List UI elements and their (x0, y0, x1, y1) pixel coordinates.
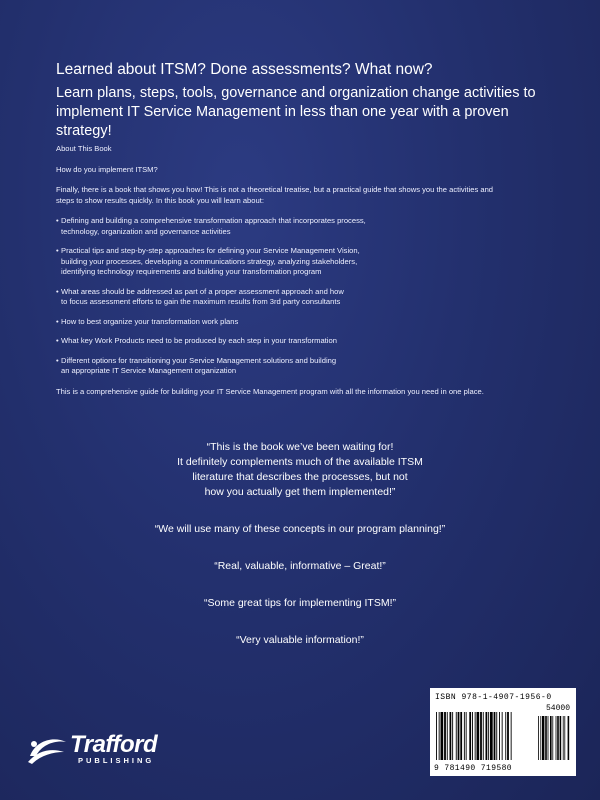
testimonial-quote (100, 633, 500, 648)
list-item (56, 216, 556, 237)
barcode-bar (480, 712, 482, 760)
barcode-bar (475, 712, 476, 760)
barcode-bar (439, 712, 440, 760)
subhead-line: implement IT Service Management in less than one year with a proven strategy! (56, 104, 509, 139)
quote-line: “Very valuable information!” (236, 634, 364, 646)
barcode-bar (444, 712, 446, 760)
list-item-line: an appropriate IT Service Management organization (61, 366, 237, 375)
barcode-bar (466, 712, 467, 760)
testimonial-quote (100, 559, 500, 574)
isbn-text: ISBN 978-1-4907-1956-0 (435, 693, 552, 702)
quote-line: “Real, valuable, informative – Great!” (214, 560, 386, 572)
barcode-bar (556, 716, 557, 760)
barcode-bar (560, 716, 562, 760)
barcode-bar (486, 712, 488, 760)
barcode-bar (507, 712, 509, 760)
intro-paragraph (56, 185, 556, 206)
list-item (56, 317, 556, 328)
list-item (56, 356, 556, 377)
barcode-bar (477, 712, 480, 760)
barcode-bar (557, 716, 559, 760)
barcode-bar (505, 712, 506, 760)
list-item (56, 246, 556, 278)
barcode-bar (490, 712, 493, 760)
barcode-bar (540, 716, 541, 760)
barcode-number: 9 781490 719580 (434, 764, 513, 773)
barcode-bar (450, 712, 452, 760)
testimonial-quote (100, 522, 500, 537)
barcode-bar (472, 712, 473, 760)
barcode-bar (460, 712, 462, 760)
quote-line: “Some great tips for implementing ITSM!” (204, 597, 396, 609)
subhead (56, 84, 556, 141)
barcode-icon (434, 704, 572, 760)
learning-list (56, 216, 556, 377)
barcode-bar (545, 716, 547, 760)
testimonials (100, 440, 500, 670)
subhead-line: Learn plans, steps, tools, governance and organization change activities to (56, 85, 536, 101)
barcode-bar (568, 716, 570, 760)
quote-line: literature that describes the processes, but not (192, 471, 408, 483)
barcode-bar (458, 712, 460, 760)
list-item-line: identifying technology requirements and building your transformation program (61, 267, 322, 276)
barcode-bar (550, 716, 552, 760)
quote-line: It definitely complements much of the available ITSM (177, 456, 423, 468)
testimonial-quote (100, 440, 500, 500)
barcode-bar (494, 712, 496, 760)
barcode-bar (488, 712, 489, 760)
barcode-bar (542, 716, 544, 760)
publisher-logo (26, 730, 196, 770)
testimonial-quote (100, 596, 500, 611)
intro-line: Finally, there is a book that shows you how! This is not a theoretical treatise, but a practical guide that shows you the activities and (56, 185, 494, 194)
publisher-tagline: PUBLISHING (78, 756, 155, 765)
swirl-icon (26, 734, 68, 766)
barcode-bar (502, 712, 503, 760)
barcode-bar (552, 716, 553, 760)
barcode-bar (564, 716, 565, 760)
intro-line: steps to show results quickly. In this book you will learn about: (56, 195, 264, 205)
about-title: About This Book (56, 144, 112, 153)
barcode-bar (452, 712, 453, 760)
publisher-name: Trafford (70, 731, 158, 758)
quote-line: “This is the book we’ve been waiting for! (206, 441, 394, 453)
headline: Learned about ITSM? Done assessments? What now? (56, 61, 433, 78)
list-item-line: building your processes, developing a communications strategy, analyzing stakeholders, (61, 256, 358, 266)
quote-line: “We will use many of these concepts in our program planning!” (154, 523, 446, 535)
list-item-line: to focus assessment efforts to gain the maximum results from 3rd party consultants (61, 297, 341, 306)
list-item-line: • Practical tips and step-by-step approaches for defining your Service Management Vision, (61, 246, 360, 255)
barcode-bar (548, 716, 549, 760)
barcode-bar (464, 712, 465, 760)
about-section (56, 144, 556, 407)
list-item-line: • What key Work Products need to be produced by each step in your transformation (61, 336, 337, 345)
quote-line: how you actually get them implemented!” (204, 486, 396, 498)
barcode-bar (511, 712, 512, 760)
list-item (56, 336, 556, 347)
barcode-bar (499, 712, 500, 760)
list-item-line: • What areas should be addressed as part of a proper assessment approach and how (61, 286, 344, 296)
price-code: 54000 (545, 704, 570, 713)
barcode-bar (436, 712, 437, 760)
barcode-bar (447, 712, 448, 760)
question-text: How do you implement ITSM? (56, 164, 158, 174)
barcode-bar (496, 712, 497, 760)
list-item-line: technology, organization and governance activities (61, 226, 231, 236)
barcode-bar (538, 716, 539, 760)
list-item-line: • Different options for transitioning your Service Management solutions and building (61, 355, 337, 365)
barcode-bar (456, 712, 457, 760)
closing-paragraph: This is a comprehensive guide for building your IT Service Management program with all the information you need in one place. (56, 386, 484, 396)
barcode-bar (563, 716, 564, 760)
barcode-bar (441, 712, 444, 760)
list-item-line: • How to best organize your transformation work plans (61, 316, 239, 326)
barcode-bar (483, 712, 484, 760)
isbn-barcode (430, 688, 576, 776)
list-item-line: • Defining and building a comprehensive transformation approach that incorporates process, (61, 216, 366, 225)
barcode-bar (469, 712, 471, 760)
list-item (56, 287, 556, 308)
